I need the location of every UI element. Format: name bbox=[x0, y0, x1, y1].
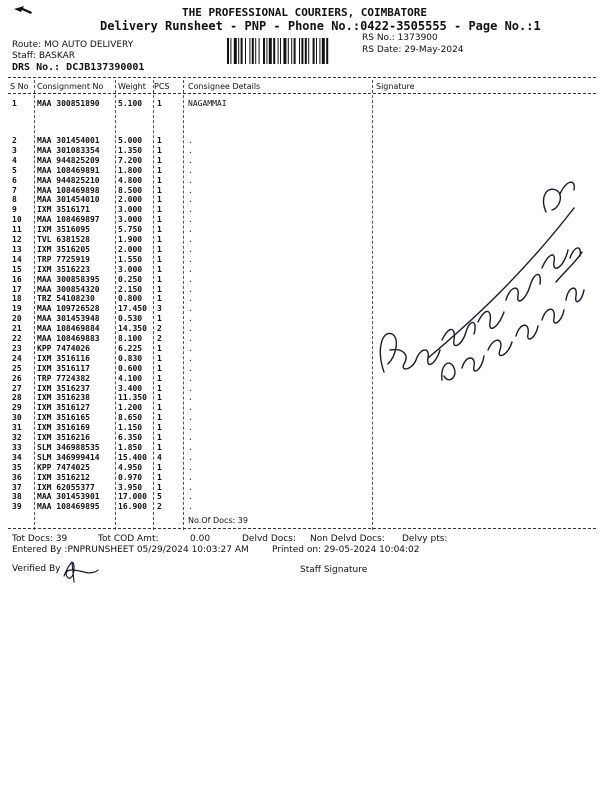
row-sno: 37 bbox=[12, 482, 22, 492]
row-sno: 33 bbox=[12, 442, 22, 452]
row-sno: 17 bbox=[12, 284, 22, 294]
col-weight: Weight bbox=[118, 82, 146, 91]
row-pcs: 1 bbox=[157, 433, 162, 442]
row-weight: 16.900 bbox=[118, 502, 147, 512]
barcode bbox=[227, 38, 357, 64]
row-pcs: 1 bbox=[157, 155, 162, 165]
row-consignment-no: IXM 3516127 bbox=[37, 403, 90, 413]
row-consignee: . bbox=[188, 145, 193, 155]
row-sno: 31 bbox=[12, 423, 22, 433]
row-consignment-no: IXM 62055377 bbox=[37, 482, 95, 492]
col-pcs: PCS bbox=[154, 82, 170, 91]
row-consignment-no: MAA 108469898 bbox=[37, 185, 100, 195]
row-weight: 4.950 bbox=[118, 462, 143, 472]
row-weight: 17.000 bbox=[118, 492, 147, 502]
row-sno: 32 bbox=[12, 433, 22, 442]
row-consignee: . bbox=[188, 423, 193, 433]
staff-signature: Staff Signature bbox=[300, 565, 368, 575]
row-sno: 7 bbox=[12, 185, 17, 195]
row-weight: 0.830 bbox=[118, 353, 143, 363]
row-sno: 36 bbox=[12, 472, 22, 482]
row-pcs: 1 bbox=[157, 462, 162, 472]
row-consignee: . bbox=[188, 502, 193, 512]
row-consignment-no: SLM 346999414 bbox=[37, 452, 100, 462]
row-consignee: . bbox=[188, 225, 193, 235]
no-of-docs: No.Of Docs: 39 bbox=[188, 516, 248, 525]
row-sno: 38 bbox=[12, 492, 22, 502]
row-weight: 1.150 bbox=[118, 423, 143, 433]
row-weight: 0.600 bbox=[118, 363, 143, 373]
row-consignment-no: MAA 944825209 bbox=[37, 155, 100, 165]
row-consignment-no: MAA 301454001 bbox=[37, 136, 100, 145]
row-weight: 1.850 bbox=[118, 442, 143, 452]
row-consignment-no: MAA 301453901 bbox=[37, 492, 100, 502]
row-weight: 1.900 bbox=[118, 235, 143, 244]
row-weight: 3.000 bbox=[118, 264, 143, 274]
row-consignee: . bbox=[188, 363, 193, 373]
row-weight: 8.500 bbox=[118, 185, 143, 195]
row-weight: 3.950 bbox=[118, 482, 143, 492]
row-pcs: 1 bbox=[157, 175, 162, 185]
delvd-docs: Delvd Docs: bbox=[242, 534, 296, 544]
row-consignee: . bbox=[188, 185, 193, 195]
row-pcs: 1 bbox=[157, 264, 162, 274]
row-consignment-no: MAA 108469891 bbox=[37, 165, 100, 175]
col-divider bbox=[115, 80, 116, 530]
row-weight: 5.100 bbox=[118, 99, 143, 108]
row-sno: 3 bbox=[12, 145, 17, 155]
row-consignment-no: IXM 3516216 bbox=[37, 433, 90, 442]
row-pcs: 2 bbox=[157, 502, 162, 512]
row-sno: 16 bbox=[12, 274, 22, 284]
row-consignment-no: IXM 3516116 bbox=[37, 353, 90, 363]
row-sno: 15 bbox=[12, 264, 22, 274]
row-sno: 29 bbox=[12, 403, 22, 413]
row-consignment-no: MAA 109726528 bbox=[37, 304, 100, 314]
row-consignment-no: IXM 3516237 bbox=[37, 383, 90, 393]
row-pcs: 1 bbox=[157, 393, 162, 403]
row-consignment-no: MAA 108469884 bbox=[37, 324, 100, 334]
col-consignment: Consignment No bbox=[37, 82, 104, 91]
row-weight: 5.000 bbox=[118, 136, 143, 145]
row-sno: 5 bbox=[12, 165, 17, 175]
row-consignment-no: MAA 300851890 bbox=[37, 99, 100, 108]
row-sno: 6 bbox=[12, 175, 17, 185]
table-header-rule bbox=[8, 93, 596, 94]
row-sno: 35 bbox=[12, 462, 22, 472]
row-consignment-no: MAA 108469895 bbox=[37, 502, 100, 512]
row-sno: 12 bbox=[12, 235, 22, 244]
company-name: THE PROFESSIONAL COURIERS, COIMBATORE bbox=[182, 6, 428, 19]
row-weight: 2.000 bbox=[118, 195, 143, 205]
row-weight: 15.400 bbox=[118, 452, 147, 462]
row-pcs: 1 bbox=[157, 274, 162, 284]
row-weight: 3.000 bbox=[118, 205, 143, 215]
row-weight: 0.970 bbox=[118, 472, 143, 482]
handwritten-signature bbox=[370, 150, 590, 390]
row-consignee: . bbox=[188, 452, 193, 462]
row-weight: 17.450 bbox=[118, 304, 147, 314]
row-consignment-no: IXM 3516223 bbox=[37, 264, 90, 274]
row-pcs: 1 bbox=[157, 165, 162, 175]
row-pcs: 1 bbox=[157, 215, 162, 225]
row-consignee: NAGAMMAI bbox=[188, 99, 227, 108]
row-consignment-no: TRZ 54108230 bbox=[37, 294, 95, 304]
row-weight: 1.200 bbox=[118, 403, 143, 413]
row-consignee: . bbox=[188, 195, 193, 205]
row-pcs: 1 bbox=[157, 284, 162, 294]
non-delvd-docs: Non Delvd Docs: bbox=[310, 534, 385, 544]
col-consignee: Consignee Details bbox=[188, 82, 261, 91]
row-weight: 2.000 bbox=[118, 244, 143, 254]
row-pcs: 1 bbox=[157, 482, 162, 492]
row-pcs: 2 bbox=[157, 334, 162, 343]
row-consignment-no: MAA 300858395 bbox=[37, 274, 100, 284]
row-pcs: 1 bbox=[157, 244, 162, 254]
row-consignment-no: IXM 3516165 bbox=[37, 413, 90, 423]
row-consignment-no: IXM 3516212 bbox=[37, 472, 90, 482]
tot-docs: Tot Docs: 39 bbox=[12, 534, 68, 544]
route-label: Route: MO AUTO DELIVERY bbox=[12, 40, 134, 50]
row-pcs: 4 bbox=[157, 452, 162, 462]
rs-date: RS Date: 29-May-2024 bbox=[362, 45, 464, 55]
rs-number: RS No.: 1373900 bbox=[362, 33, 438, 43]
row-sno: 14 bbox=[12, 254, 22, 264]
row-sno: 34 bbox=[12, 452, 22, 462]
row-consignment-no: IXM 3516169 bbox=[37, 423, 90, 433]
row-consignment-no: IXM 3516205 bbox=[37, 244, 90, 254]
row-weight: 3.400 bbox=[118, 383, 143, 393]
verified-by: Verified By bbox=[12, 564, 61, 574]
row-consignment-no: TVL 6381528 bbox=[37, 235, 90, 244]
row-consignee: . bbox=[188, 205, 193, 215]
row-consignee: . bbox=[188, 215, 193, 225]
row-sno: 22 bbox=[12, 334, 22, 343]
row-pcs: 1 bbox=[157, 442, 162, 452]
row-consignee: . bbox=[188, 482, 193, 492]
row-consignee: . bbox=[188, 314, 193, 324]
row-pcs: 1 bbox=[157, 99, 162, 108]
row-consignee: . bbox=[188, 403, 193, 413]
row-sno: 24 bbox=[12, 353, 22, 363]
row-sno: 10 bbox=[12, 215, 22, 225]
row-weight: 4.100 bbox=[118, 373, 143, 383]
row-sno: 18 bbox=[12, 294, 22, 304]
row-sno: 28 bbox=[12, 393, 22, 403]
row-sno: 30 bbox=[12, 413, 22, 423]
row-consignee: . bbox=[188, 334, 193, 343]
row-consignment-no: MAA 944825210 bbox=[37, 175, 100, 185]
row-consignment-no: IXM 3516095 bbox=[37, 225, 90, 235]
row-consignment-no: MAA 301083354 bbox=[37, 145, 100, 155]
table-bottom-rule bbox=[8, 528, 596, 529]
row-pcs: 1 bbox=[157, 254, 162, 264]
row-consignment-no: TRP 7725919 bbox=[37, 254, 90, 264]
row-consignment-no: TRP 7724382 bbox=[37, 373, 90, 383]
row-weight: 0.800 bbox=[118, 294, 143, 304]
row-consignee: . bbox=[188, 413, 193, 423]
row-consignment-no: MAA 108469883 bbox=[37, 334, 100, 343]
row-weight: 5.750 bbox=[118, 225, 143, 235]
row-pcs: 1 bbox=[157, 423, 162, 433]
row-consignment-no: MAA 301454010 bbox=[37, 195, 100, 205]
row-pcs: 3 bbox=[157, 304, 162, 314]
row-consignee: . bbox=[188, 373, 193, 383]
col-divider bbox=[183, 80, 184, 530]
row-consignee: . bbox=[188, 433, 193, 442]
row-consignee: . bbox=[188, 136, 193, 145]
row-sno: 1 bbox=[12, 99, 17, 108]
row-pcs: 1 bbox=[157, 373, 162, 383]
row-sno: 27 bbox=[12, 383, 22, 393]
row-weight: 8.100 bbox=[118, 334, 143, 343]
row-pcs: 1 bbox=[157, 314, 162, 324]
row-pcs: 1 bbox=[157, 145, 162, 155]
row-pcs: 1 bbox=[157, 136, 162, 145]
row-sno: 13 bbox=[12, 244, 22, 254]
row-consignee: . bbox=[188, 284, 193, 294]
row-sno: 9 bbox=[12, 205, 17, 215]
row-pcs: 1 bbox=[157, 472, 162, 482]
row-sno: 26 bbox=[12, 373, 22, 383]
row-consignee: . bbox=[188, 264, 193, 274]
row-pcs: 1 bbox=[157, 185, 162, 195]
row-pcs: 2 bbox=[157, 324, 162, 334]
row-sno: 25 bbox=[12, 363, 22, 373]
row-pcs: 1 bbox=[157, 205, 162, 215]
row-consignment-no: MAA 301453948 bbox=[37, 314, 100, 324]
row-consignee: . bbox=[188, 244, 193, 254]
row-weight: 0.530 bbox=[118, 314, 143, 324]
row-consignee: . bbox=[188, 155, 193, 165]
row-pcs: 1 bbox=[157, 294, 162, 304]
tot-cod-label: Tot COD Amt: bbox=[98, 534, 159, 544]
printed-on: Printed on: 29-05-2024 10:04:02 bbox=[272, 545, 420, 555]
row-pcs: 5 bbox=[157, 492, 162, 502]
row-weight: 6.225 bbox=[118, 343, 143, 353]
entered-by: Entered By :PNPRUNSHEET 05/29/2024 10:03:27 AM bbox=[12, 545, 249, 555]
row-weight: 3.000 bbox=[118, 215, 143, 225]
tot-cod-value: 0.00 bbox=[190, 534, 211, 544]
row-consignee: . bbox=[188, 472, 193, 482]
row-consignee: . bbox=[188, 254, 193, 264]
row-weight: 1.800 bbox=[118, 165, 143, 175]
row-consignment-no: MAA 300854320 bbox=[37, 284, 100, 294]
row-sno: 8 bbox=[12, 195, 17, 205]
row-pcs: 1 bbox=[157, 353, 162, 363]
row-weight: 2.150 bbox=[118, 284, 143, 294]
col-divider bbox=[153, 80, 154, 530]
row-consignment-no: MAA 108469897 bbox=[37, 215, 100, 225]
row-consignee: . bbox=[188, 274, 193, 284]
row-weight: 7.200 bbox=[118, 155, 143, 165]
row-pcs: 1 bbox=[157, 403, 162, 413]
row-consignee: . bbox=[188, 353, 193, 363]
row-weight: 6.350 bbox=[118, 433, 143, 442]
runsheet-title: Delivery Runsheet - PNP - Phone No.:0422-3505555 - Page No.:1 bbox=[100, 19, 541, 33]
row-pcs: 1 bbox=[157, 195, 162, 205]
drs-number: DRS No.: DCJB137390001 bbox=[12, 62, 145, 73]
row-pcs: 1 bbox=[157, 413, 162, 423]
row-consignee: . bbox=[188, 304, 193, 314]
row-sno: 20 bbox=[12, 314, 22, 324]
row-sno: 19 bbox=[12, 304, 22, 314]
row-pcs: 1 bbox=[157, 343, 162, 353]
row-consignee: . bbox=[188, 294, 193, 304]
row-sno: 39 bbox=[12, 502, 22, 512]
col-divider bbox=[34, 80, 35, 530]
row-consignment-no: SLM 346988535 bbox=[37, 442, 100, 452]
row-sno: 11 bbox=[12, 225, 22, 235]
row-consignment-no: KPP 7474025 bbox=[37, 462, 90, 472]
row-consignee: . bbox=[188, 324, 193, 334]
col-signature: Signature bbox=[376, 82, 415, 91]
row-weight: 14.350 bbox=[118, 324, 147, 334]
row-consignment-no: IXM 3516171 bbox=[37, 205, 90, 215]
arrow-icon bbox=[14, 6, 32, 16]
row-consignee: . bbox=[188, 343, 193, 353]
row-consignee: . bbox=[188, 492, 193, 502]
row-consignee: . bbox=[188, 462, 193, 472]
row-pcs: 1 bbox=[157, 235, 162, 244]
row-weight: 4.800 bbox=[118, 175, 143, 185]
delvy-pts: Delvy pts: bbox=[402, 534, 448, 544]
row-consignment-no: KPP 7474026 bbox=[37, 343, 90, 353]
row-consignee: . bbox=[188, 175, 193, 185]
row-pcs: 1 bbox=[157, 363, 162, 373]
row-consignee: . bbox=[188, 235, 193, 244]
table-top-rule bbox=[8, 77, 596, 78]
verifier-signature bbox=[60, 556, 100, 584]
row-pcs: 1 bbox=[157, 225, 162, 235]
row-sno: 4 bbox=[12, 155, 17, 165]
row-consignment-no: IXM 3516117 bbox=[37, 363, 90, 373]
row-consignment-no: IXM 3516238 bbox=[37, 393, 90, 403]
row-sno: 2 bbox=[12, 136, 17, 145]
row-pcs: 1 bbox=[157, 383, 162, 393]
row-consignee: . bbox=[188, 165, 193, 175]
staff-label: Staff: BASKAR bbox=[12, 51, 76, 61]
row-sno: 23 bbox=[12, 343, 22, 353]
row-consignee: . bbox=[188, 383, 193, 393]
row-weight: 1.550 bbox=[118, 254, 143, 264]
col-sno: S No bbox=[10, 82, 29, 91]
row-consignee: . bbox=[188, 393, 193, 403]
row-weight: 11.350 bbox=[118, 393, 147, 403]
row-consignee: . bbox=[188, 442, 193, 452]
row-weight: 0.250 bbox=[118, 274, 143, 284]
row-sno: 21 bbox=[12, 324, 22, 334]
row-weight: 1.350 bbox=[118, 145, 143, 155]
row-weight: 8.650 bbox=[118, 413, 143, 423]
